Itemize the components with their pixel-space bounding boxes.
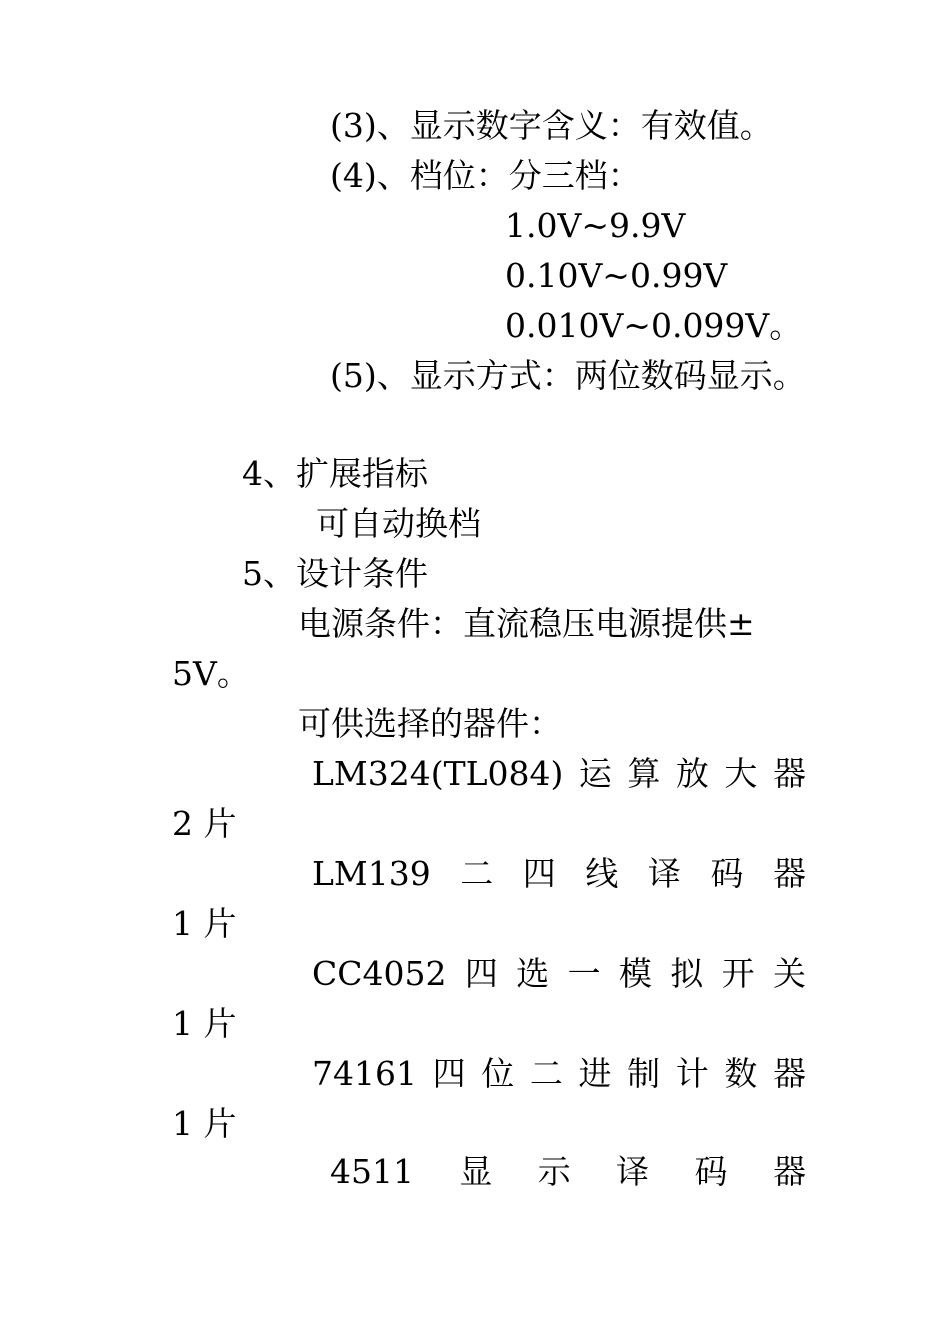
component-row (312, 1054, 806, 1094)
component-desc-char: 进 (578, 1054, 612, 1093)
component-desc-char: 二 (529, 1054, 563, 1093)
component-desc-char: 大 (724, 754, 758, 793)
component-part: LM139 (312, 854, 431, 893)
component-desc-char: 位 (481, 1054, 515, 1093)
component-desc-char: 数 (724, 1054, 758, 1093)
component-desc-char: 器 (772, 754, 806, 793)
power-condition-line2: 5V。 (172, 654, 250, 693)
component-row (312, 954, 806, 994)
component-qty: 1 片 (172, 1104, 237, 1143)
component-desc-char: 器 (772, 854, 806, 893)
section-5-heading: 5、设计条件 (242, 554, 428, 593)
component-desc-char: 计 (675, 1054, 709, 1093)
component-desc-char: 拟 (670, 954, 704, 993)
component-desc-char: 放 (675, 754, 709, 793)
component-part: CC4052 (312, 954, 447, 993)
component-desc-char: 关 (773, 954, 806, 993)
component-desc-char: 模 (618, 954, 652, 993)
component-desc-char: 算 (627, 754, 661, 793)
power-condition-line1: 电源条件：直流稳压电源提供± (298, 604, 755, 643)
component-desc-char: 一 (567, 954, 601, 993)
component-qty: 1 片 (172, 904, 237, 943)
component-desc-char: 制 (627, 1054, 661, 1093)
component-part: LM324(TL084) (312, 754, 564, 793)
component-desc-char: 码 (710, 854, 744, 893)
range-1: 1.0V~9.9V (505, 206, 686, 245)
component-desc-char: 示 (537, 1152, 571, 1191)
spec-item-5: (5)、显示方式：两位数码显示。 (330, 356, 806, 395)
component-desc-char: 显 (459, 1152, 493, 1191)
component-desc-char: 线 (585, 854, 619, 893)
component-row (330, 1152, 806, 1192)
section-4-body: 可自动换档 (316, 504, 481, 543)
component-desc-char: 运 (578, 754, 612, 793)
range-3: 0.010V~0.099V。 (505, 306, 803, 345)
spec-item-4: (4)、档位：分三档： (330, 156, 641, 195)
component-qty: 2 片 (172, 804, 237, 843)
component-desc-char: 码 (694, 1152, 728, 1191)
component-desc-char: 译 (647, 854, 681, 893)
range-2: 0.10V~0.99V (505, 256, 728, 295)
component-desc-char: 器 (772, 1054, 806, 1093)
section-4-heading: 4、扩展指标 (242, 454, 428, 493)
component-desc-char: 译 (616, 1152, 650, 1191)
component-desc-char: 四 (522, 854, 556, 893)
component-row (312, 754, 806, 794)
component-part: 74161 (312, 1054, 417, 1093)
component-row (312, 854, 806, 894)
component-desc-char: 选 (516, 954, 550, 993)
component-desc-char: 二 (460, 854, 494, 893)
component-desc-char: 四 (464, 954, 498, 993)
component-desc-char: 器 (772, 1152, 806, 1191)
spec-item-3: (3)、显示数字含义：有效值。 (330, 106, 773, 145)
component-desc-char: 开 (721, 954, 755, 993)
component-part: 4511 (330, 1152, 414, 1191)
component-qty: 1 片 (172, 1004, 237, 1043)
components-heading: 可供选择的器件： (298, 704, 562, 743)
component-desc-char: 四 (432, 1054, 466, 1093)
